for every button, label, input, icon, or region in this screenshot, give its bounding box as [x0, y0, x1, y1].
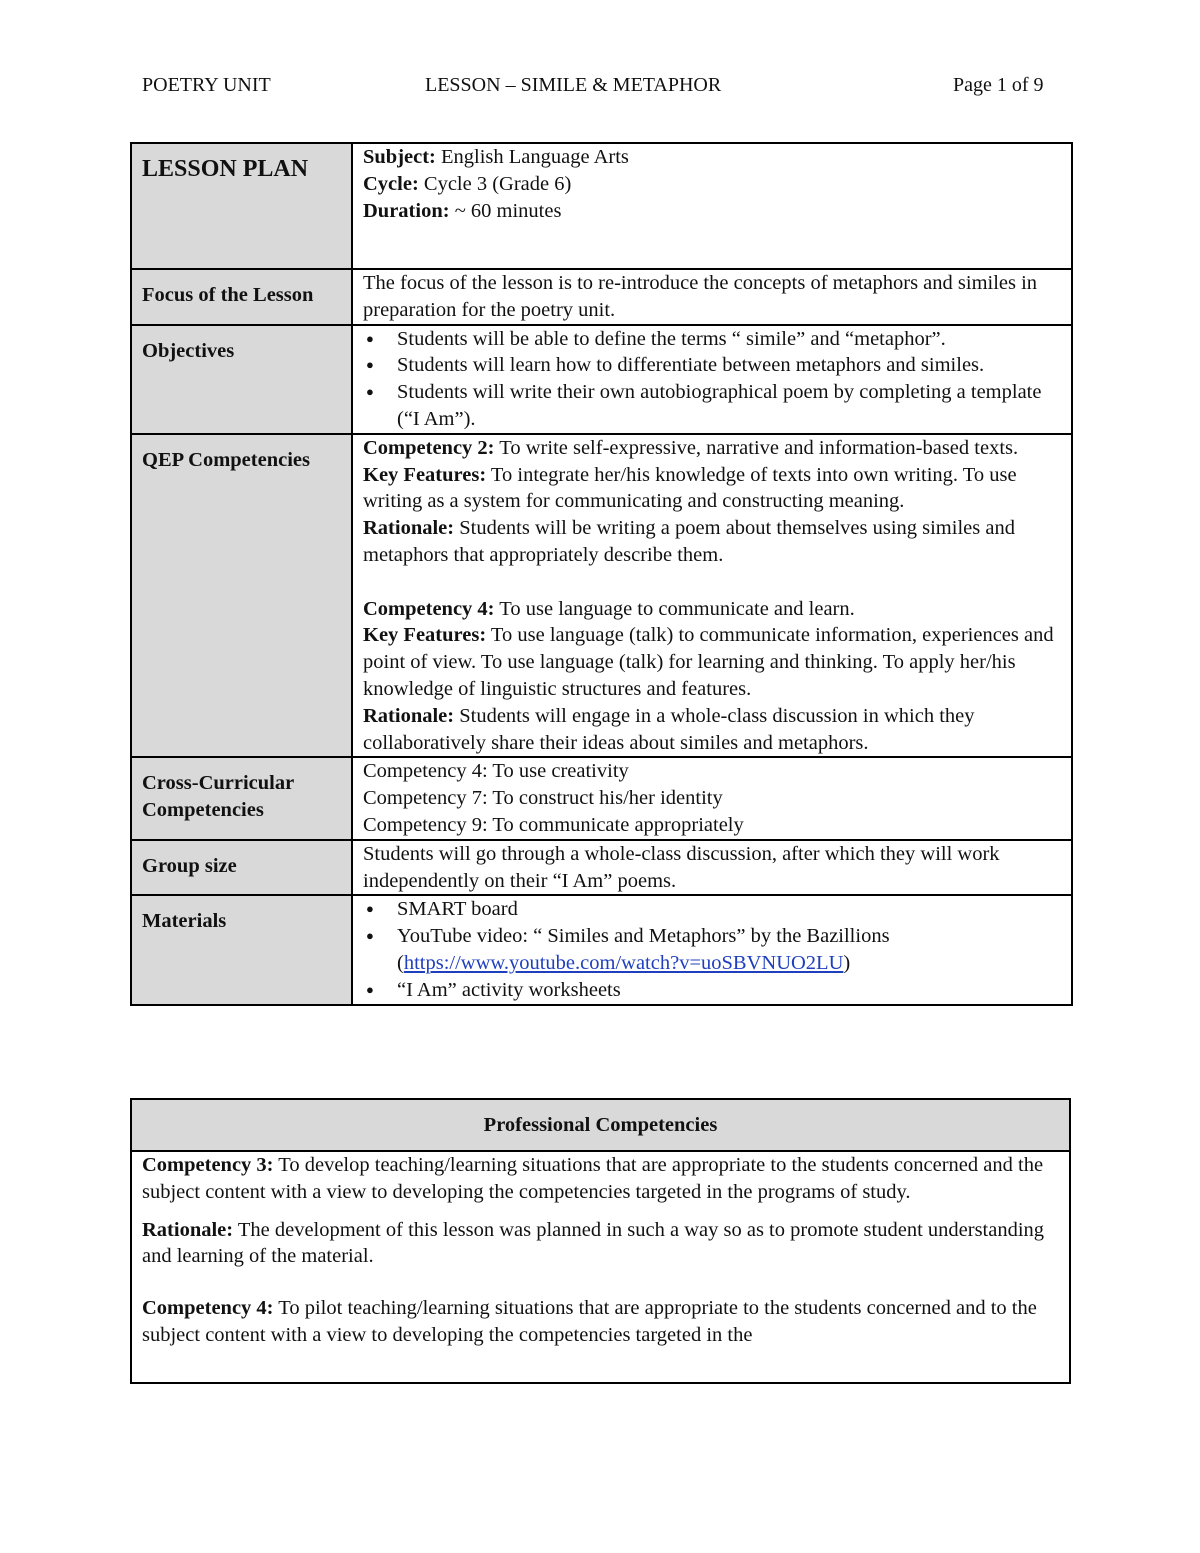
- spacer: [363, 569, 1061, 596]
- list-item: ● SMART board: [397, 896, 1061, 923]
- professional-competencies-table: [130, 1098, 1071, 1384]
- paren-open: (: [397, 951, 404, 974]
- subject-line: [363, 144, 1061, 171]
- lesson-plan-table: [130, 142, 1073, 1006]
- prof-c4-label: Competency 4:: [142, 1297, 274, 1320]
- qep-kf4-label: Key Features:: [363, 624, 487, 647]
- group-size-row: [131, 840, 1072, 896]
- list-item: ● Students will write their own autobiographical poem by completing a template (“I Am”).: [397, 379, 1061, 433]
- objectives-label: Objectives: [131, 325, 352, 434]
- prof-c3-text: To develop teaching/learning situations that are appropriate to the students concerned and the subject content with a view to developing the competencies targeted in the programs of study.: [142, 1154, 1044, 1203]
- video-description: YouTube video: “ Similes and Metaphors” by the Bazillions: [397, 925, 890, 948]
- prof-r3-label: Rationale:: [142, 1218, 234, 1241]
- qep-c2-text: To write self-expressive, narrative and information-based texts.: [494, 436, 1019, 459]
- lesson-info: [352, 143, 1072, 269]
- professional-competencies-heading: Professional Competencies: [131, 1099, 1070, 1151]
- qep-content: [352, 434, 1072, 758]
- professional-competencies-body: [131, 1151, 1070, 1383]
- youtube-link[interactable]: https://www.youtube.com/watch?v=uoSBVNUO2LU: [403, 951, 844, 974]
- qep-rationale-2: [363, 515, 1061, 569]
- focus-text: The focus of the lesson is to re-introduce the concepts of metaphors and similes in preparation for the poetry unit.: [352, 269, 1072, 325]
- qep-kf2-label: Key Features:: [363, 463, 487, 486]
- qep-r4-text: Students will engage in a whole-class discussion in which they collaboratively share their ideas about similes and metaphors.: [363, 704, 975, 754]
- focus-label: Focus of the Lesson: [131, 269, 352, 325]
- prof-r3-text: The development of this lesson was planned in such a way so as to promote student understanding and learning of the material.: [142, 1218, 1045, 1268]
- qep-label: QEP Competencies: [131, 434, 352, 758]
- qep-key-features-2: [363, 462, 1061, 516]
- qep-c4-label: Competency 4:: [363, 597, 495, 620]
- subject-label: Subject:: [363, 146, 436, 168]
- duration-label: Duration:: [363, 199, 450, 222]
- list-item: ● Students will learn how to differentiate between metaphors and similes.: [397, 352, 1061, 379]
- list-item: [397, 923, 1061, 977]
- qep-row: [131, 434, 1072, 758]
- prof-c4-text: To pilot teaching/learning situations that are appropriate to the students concerned and to the subject content with a view to developing the competencies targeted in the: [142, 1297, 1037, 1346]
- qep-r2-label: Rationale:: [363, 517, 455, 540]
- qep-r2-text: Students will be writing a poem about themselves using similes and metaphors that appropriately describe them.: [363, 517, 1015, 566]
- qep-key-features-4: [363, 622, 1061, 702]
- cross-curricular-label: Cross-Curricular Competencies: [131, 757, 352, 839]
- duration-value: ~ 60 minutes: [449, 199, 562, 222]
- cycle-label: Cycle:: [363, 172, 419, 195]
- materials-content: [352, 895, 1072, 1004]
- cycle-value: Cycle 3 (Grade 6): [418, 172, 572, 195]
- subject-value: English Language Arts: [435, 146, 629, 168]
- cross-curricular-row: [131, 757, 1072, 839]
- qep-competency-4: [363, 596, 1061, 623]
- prof-competency-3: [142, 1152, 1059, 1206]
- materials-label: Materials: [131, 895, 352, 1004]
- list-item: Competency 4: To use creativity: [363, 760, 629, 783]
- title-row: [131, 143, 1072, 269]
- list-item: ● “I Am” activity worksheets: [397, 977, 1061, 1004]
- qep-kf2-text: To integrate her/his knowledge of texts into own writing. To use writing as a system for communicating and constructing meaning.: [363, 463, 1017, 513]
- qep-rationale-4: [363, 703, 1061, 757]
- focus-row: [131, 269, 1072, 325]
- prof-c3-label: Competency 3:: [142, 1154, 274, 1176]
- prof-competency-4: [142, 1295, 1059, 1349]
- qep-competency-2: [363, 435, 1061, 462]
- header-unit: POETRY UNIT: [142, 74, 271, 96]
- spacer: [142, 1281, 1059, 1295]
- header-lesson-title: LESSON – SIMILE & METAPHOR: [425, 74, 722, 96]
- objectives-row: [131, 325, 1072, 434]
- qep-kf4-text: To use language (talk) to communicate information, experiences and point of view. To use language (talk) for learning and thinking. To apply her/his knowledge of linguistic structures and features.: [363, 624, 1054, 700]
- lesson-plan-title: LESSON PLAN: [131, 143, 352, 269]
- objectives-content: [352, 325, 1072, 434]
- list-item: Competency 9: To communicate appropriately: [363, 813, 744, 836]
- objectives-list: [363, 326, 1061, 433]
- qep-c2-label: Competency 2:: [363, 436, 495, 459]
- prof-rationale-3: [142, 1217, 1059, 1271]
- qep-c4-text: To use language to communicate and learn.: [494, 597, 855, 620]
- header-page-number: Page 1 of 9: [953, 74, 1044, 96]
- paren-close: ): [843, 951, 851, 974]
- materials-list: [363, 896, 1061, 1003]
- group-size-label: Group size: [131, 840, 352, 896]
- qep-r4-label: Rationale:: [363, 704, 455, 727]
- group-size-text: Students will go through a whole-class discussion, after which they will work independently on their “I Am” poems.: [352, 840, 1072, 896]
- list-item: ● Students will be able to define the terms “ simile” and “metaphor”.: [397, 326, 1061, 353]
- materials-row: [131, 895, 1072, 1004]
- cycle-line: [363, 171, 1061, 198]
- list-item: Competency 7: To construct his/her identity: [363, 787, 723, 810]
- duration-line: [363, 198, 1061, 225]
- cross-curricular-content: [352, 757, 1072, 839]
